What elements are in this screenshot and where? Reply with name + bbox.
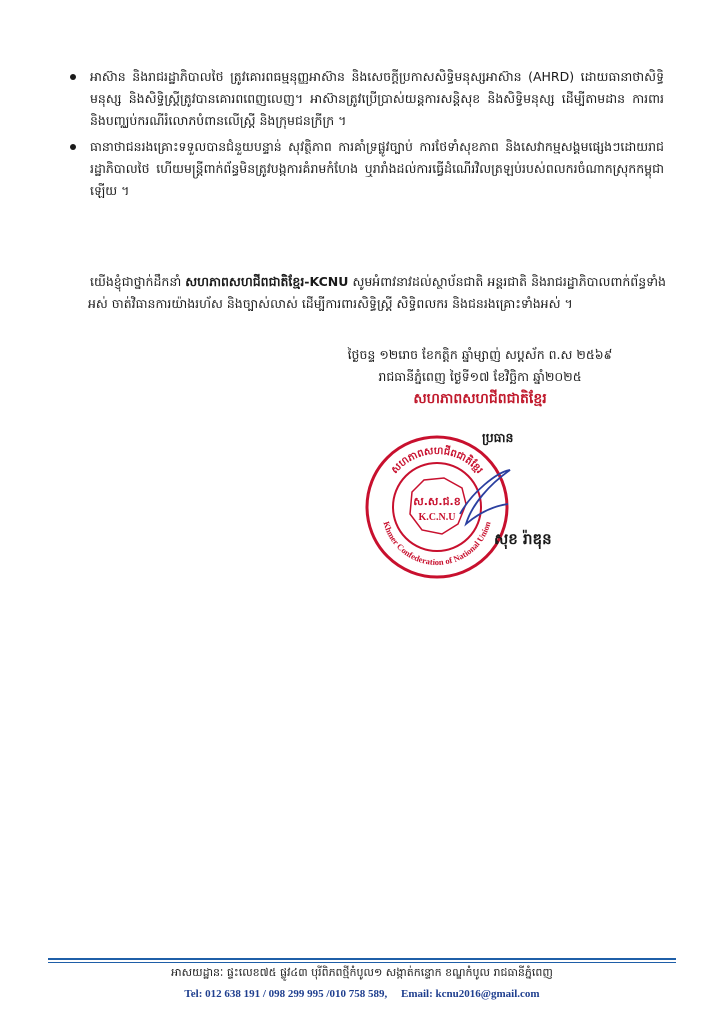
stamp-abbr-kh: ស.ស.ជ.ខ: [413, 495, 461, 508]
list-item: [64, 66, 664, 132]
footer-contact: [48, 988, 676, 1000]
footer-address: អាសយដ្ឋានៈ ផ្ទះលេខ៧៥ ផ្លូវ៤៣ បុរីពិភពថ្មីកំបូល១ សង្កាត់កន្ទោក ខណ្ឌកំបូល រាជធានីភ្នំពេញ: [171, 966, 553, 979]
signature-stroke-icon: [460, 470, 510, 524]
bullet-text: អាស៊ាន និងរាជរដ្ឋាភិបាលថៃ ត្រូវគោរពធម្មនុញ្ញអាស៊ាន និងសេចក្ដីប្រកាសសិទ្ធិមនុស្សអាស៊ាន (AHRD) ដោយធានាថាសិទ្ធិមនុស្ស និងសិទ្ធិស្ត្រីត្រូវបានគោរពពេញលេញ។ អាស៊ានត្រូវប្រើប្រាស់យន្តការសន្តិសុខ និងសិទ្ធិមនុស្ស ដើម្បីតាមដាន ការពារ និងបញ្ឈប់ករណីរំលោភបំពានលើស្ត្រី និងក្រុមជនក្រីក្រ ។: [90, 69, 664, 128]
bullet-icon: [70, 74, 76, 80]
demands-list: [64, 66, 664, 206]
list-item: [64, 136, 664, 202]
bullet-icon: [70, 144, 76, 150]
tel-label: Tel:: [184, 988, 203, 1000]
footer-divider: [48, 958, 676, 960]
signer-name: សុខ រ៉ាឌុន: [494, 530, 552, 548]
footer-divider-thin: [48, 962, 676, 963]
closing-prefix: យើងខ្ញុំជាថ្នាក់ដឹកនាំ: [90, 273, 186, 289]
signing-org: សហភាពសហជីពជាតិខ្មែរ: [413, 391, 547, 407]
stamp-abbr-en: K.C.N.U: [418, 512, 456, 523]
closing-org-name: សហភាពសហជីពជាតិខ្មែរ-KCNU: [185, 273, 349, 289]
closing-suffix: សូមអំពាវនាវដល់ស្ថាប័នជាតិ អន្តរជាតិ និងរាជរដ្ឋាភិបាលពាក់ព័ន្ធទាំងអស់ ចាត់វិធានការយ៉ាងរហ័ស និងច្បាស់លាស់ ដើម្បីការពារសិទ្ធិស្ត្រី សិទ្ធិពលករ និងជនរងគ្រោះទាំងអស់ ។: [88, 273, 666, 311]
bullet-text: ធានាថាជនរងគ្រោះទទួលបានជំនួយបន្ទាន់ សុវត្ថិភាព ការគាំទ្រផ្លូវច្បាប់ ការថែទាំសុខភាព និងសេវាកម្មសង្គមផ្សេងៗដោយរាជរដ្ឋាភិបាលថៃ ហើយមន្ត្រីពាក់ព័ន្ធមិនត្រូវបង្កការគំរាមកំហែង ឬរារាំងដល់ការធ្វើដំណើរវិលត្រឡប់របស់ពលករចំណាកស្រុកកម្ពុជាឡើយ ។: [90, 139, 664, 198]
official-stamp: [362, 432, 512, 582]
email-address: kcnu2016@gmail.com: [435, 988, 540, 1000]
email-label: Email:: [400, 988, 433, 1000]
signer-title: ប្រធាន: [482, 430, 514, 445]
stamp-bottom-text: Khmer Confederation of National Union: [381, 520, 493, 567]
lunar-date: ថ្ងៃចន្ទ ១២រោច ខែកត្តិក ឆ្នាំម្សាញ់ សប្តស័ក ព.ស ២៥៦៩: [347, 347, 613, 362]
stamp-top-text: សហភាពសហជីពជាតិខ្មែរ: [389, 445, 485, 477]
closing-paragraph: [88, 271, 666, 315]
date-block: [300, 344, 660, 410]
tel-numbers: 012 638 191 / 098 299 995 /010 758 589,: [205, 988, 388, 1000]
solar-date: រាជធានីភ្នំពេញ ថ្ងៃទី១៧ ខែវិច្ឆិកា ឆ្នាំ២០២៥: [378, 369, 582, 384]
